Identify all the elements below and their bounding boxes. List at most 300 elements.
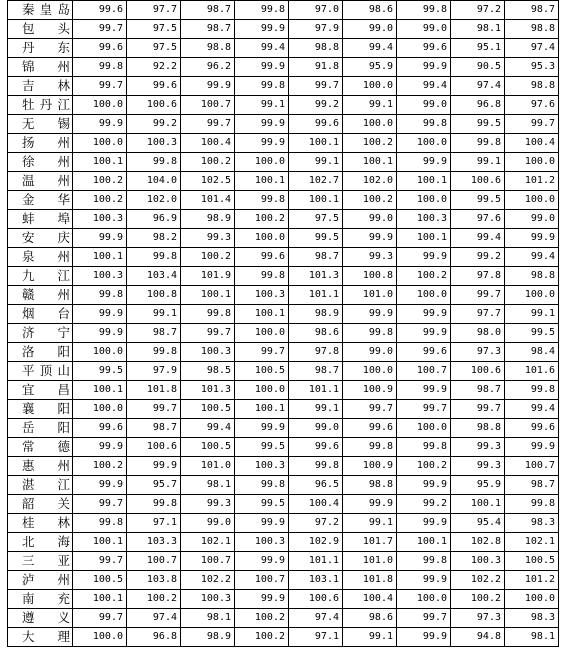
index-value-cell: 99.9 (397, 305, 451, 324)
index-value-cell: 100.1 (235, 172, 289, 191)
index-value-cell: 99.9 (127, 457, 181, 476)
index-value-cell: 101.0 (181, 457, 235, 476)
city-name-cell (8, 590, 73, 609)
index-value-cell: 102.9 (289, 533, 343, 552)
index-value-cell: 97.6 (451, 210, 505, 229)
index-value-cell: 99.2 (289, 96, 343, 115)
index-value-cell: 99.8 (73, 58, 127, 77)
city-name-cell (8, 248, 73, 267)
index-value-cell: 100.0 (73, 134, 127, 153)
table-row (8, 590, 559, 609)
table-row (8, 381, 559, 400)
index-value-cell: 100.5 (73, 571, 127, 590)
index-value-cell: 100.3 (73, 267, 127, 286)
index-value-cell: 102.8 (451, 533, 505, 552)
index-value-cell: 97.5 (127, 20, 181, 39)
city-name-cell (8, 58, 73, 77)
city-name-cell (8, 514, 73, 533)
city-name-cell (8, 419, 73, 438)
city-name: 锦 州 (22, 59, 70, 74)
city-name: 九 江 (22, 268, 70, 283)
index-value-cell: 99.9 (235, 115, 289, 134)
index-value-cell: 99.7 (289, 77, 343, 96)
city-name: 洛 阳 (22, 344, 70, 359)
index-value-cell: 99.8 (505, 495, 559, 514)
index-value-cell: 90.5 (451, 58, 505, 77)
table-row (8, 533, 559, 552)
index-value-cell: 99.6 (73, 1, 127, 20)
index-value-cell: 99.6 (289, 438, 343, 457)
index-value-cell: 98.1 (181, 476, 235, 495)
index-value-cell: 100.0 (73, 400, 127, 419)
index-value-cell: 101.2 (505, 172, 559, 191)
index-value-cell: 99.4 (235, 39, 289, 58)
table-row (8, 267, 559, 286)
index-value-cell: 100.3 (235, 533, 289, 552)
index-value-cell: 100.8 (127, 286, 181, 305)
index-value-cell: 95.3 (505, 58, 559, 77)
index-value-cell: 97.1 (127, 514, 181, 533)
city-name: 岳 阳 (22, 420, 70, 435)
index-value-cell: 100.0 (73, 96, 127, 115)
index-value-cell: 100.3 (181, 343, 235, 362)
index-value-cell: 99.3 (451, 457, 505, 476)
index-value-cell: 99.8 (73, 286, 127, 305)
index-value-cell: 99.7 (73, 609, 127, 628)
index-value-cell: 99.0 (343, 343, 397, 362)
city-name: 扬 州 (22, 135, 70, 150)
index-value-cell: 99.8 (397, 115, 451, 134)
index-value-cell: 95.1 (451, 39, 505, 58)
index-value-cell: 97.1 (289, 628, 343, 647)
index-value-cell: 100.1 (73, 248, 127, 267)
table-row (8, 400, 559, 419)
index-value-cell: 98.8 (451, 419, 505, 438)
index-value-cell: 100.1 (397, 229, 451, 248)
index-value-cell: 100.7 (127, 552, 181, 571)
index-value-cell: 102.2 (451, 571, 505, 590)
index-value-cell: 100.2 (235, 609, 289, 628)
city-name-cell (8, 286, 73, 305)
index-value-cell: 103.4 (127, 267, 181, 286)
index-value-cell: 95.9 (451, 476, 505, 495)
index-value-cell: 98.8 (343, 476, 397, 495)
city-name-cell (8, 153, 73, 172)
index-value-cell: 99.8 (235, 267, 289, 286)
index-value-cell: 99.7 (397, 609, 451, 628)
index-value-cell: 99.6 (505, 419, 559, 438)
index-value-cell: 101.0 (343, 286, 397, 305)
index-value-cell: 99.1 (343, 628, 397, 647)
index-value-cell: 99.7 (73, 495, 127, 514)
index-value-cell: 100.0 (397, 590, 451, 609)
index-value-cell: 99.9 (397, 628, 451, 647)
index-value-cell: 100.1 (181, 286, 235, 305)
index-value-cell: 99.6 (127, 77, 181, 96)
index-value-cell: 99.1 (289, 400, 343, 419)
city-name: 赣 州 (22, 287, 70, 302)
table-body (8, 1, 559, 647)
index-value-cell: 99.6 (397, 39, 451, 58)
city-name: 泸 州 (22, 572, 70, 587)
index-value-cell: 96.2 (181, 58, 235, 77)
index-value-cell: 98.8 (505, 20, 559, 39)
city-name-cell (8, 20, 73, 39)
index-value-cell: 99.7 (505, 115, 559, 134)
index-value-cell: 101.3 (289, 267, 343, 286)
index-value-cell: 97.4 (127, 609, 181, 628)
index-value-cell: 101.1 (289, 286, 343, 305)
index-value-cell: 100.9 (343, 457, 397, 476)
index-value-cell: 102.1 (181, 533, 235, 552)
index-value-cell: 99.7 (235, 343, 289, 362)
index-value-cell: 95.7 (127, 476, 181, 495)
index-value-cell: 100.2 (235, 628, 289, 647)
city-name-cell (8, 495, 73, 514)
index-value-cell: 99.3 (343, 248, 397, 267)
table-row (8, 305, 559, 324)
index-value-cell: 99.7 (451, 400, 505, 419)
index-value-cell: 99.3 (181, 229, 235, 248)
table-row (8, 476, 559, 495)
index-value-cell: 100.6 (451, 362, 505, 381)
index-value-cell: 97.5 (289, 210, 343, 229)
city-name-cell (8, 533, 73, 552)
index-value-cell: 99.5 (73, 362, 127, 381)
index-value-cell: 100.1 (73, 590, 127, 609)
index-value-cell: 99.2 (127, 115, 181, 134)
index-value-cell: 99.4 (397, 77, 451, 96)
table-row (8, 248, 559, 267)
index-value-cell: 99.1 (235, 96, 289, 115)
index-value-cell: 98.7 (289, 248, 343, 267)
index-value-cell: 99.7 (181, 324, 235, 343)
index-value-cell: 99.9 (397, 381, 451, 400)
index-value-cell: 97.6 (505, 96, 559, 115)
index-value-cell: 98.1 (181, 609, 235, 628)
city-name-cell (8, 115, 73, 134)
city-name-cell (8, 571, 73, 590)
index-value-cell: 99.9 (343, 229, 397, 248)
city-name: 平 顶 山 (22, 363, 70, 378)
index-value-cell: 97.4 (451, 77, 505, 96)
index-value-cell: 100.1 (397, 172, 451, 191)
index-value-cell: 100.1 (73, 381, 127, 400)
index-value-cell: 100.7 (181, 96, 235, 115)
index-value-cell: 98.7 (451, 381, 505, 400)
index-value-cell: 99.9 (73, 229, 127, 248)
index-value-cell: 100.1 (289, 191, 343, 210)
index-value-cell: 100.7 (397, 362, 451, 381)
table-row (8, 419, 559, 438)
index-value-cell: 100.3 (181, 590, 235, 609)
index-value-cell: 100.2 (343, 134, 397, 153)
index-value-cell: 98.4 (505, 343, 559, 362)
index-value-cell: 99.5 (451, 191, 505, 210)
index-value-cell: 100.0 (235, 153, 289, 172)
index-value-cell: 100.6 (127, 96, 181, 115)
index-value-cell: 101.3 (181, 381, 235, 400)
index-value-cell: 100.2 (73, 191, 127, 210)
index-value-cell: 100.0 (343, 115, 397, 134)
index-value-cell: 100.5 (181, 438, 235, 457)
index-value-cell: 99.3 (181, 495, 235, 514)
index-value-cell: 100.5 (181, 400, 235, 419)
index-value-cell: 100.0 (397, 286, 451, 305)
index-value-cell: 99.5 (289, 229, 343, 248)
index-value-cell: 98.9 (181, 628, 235, 647)
index-value-cell: 99.6 (235, 248, 289, 267)
index-value-cell: 99.5 (505, 324, 559, 343)
index-value-cell: 98.7 (127, 324, 181, 343)
index-value-cell: 99.6 (73, 419, 127, 438)
table-row (8, 1, 559, 20)
index-value-cell: 96.9 (127, 210, 181, 229)
index-value-cell: 99.9 (235, 419, 289, 438)
city-name-cell (8, 39, 73, 58)
index-value-cell: 98.9 (181, 210, 235, 229)
index-value-cell: 99.8 (235, 476, 289, 495)
index-value-cell: 94.8 (451, 628, 505, 647)
index-value-cell: 99.9 (235, 58, 289, 77)
city-name: 遵 义 (22, 610, 70, 625)
index-value-cell: 98.7 (505, 1, 559, 20)
index-value-cell: 97.7 (451, 305, 505, 324)
index-value-cell: 99.9 (397, 58, 451, 77)
index-value-cell: 100.3 (451, 552, 505, 571)
city-name: 济 宁 (22, 325, 70, 340)
index-value-cell: 98.7 (505, 476, 559, 495)
table-row (8, 628, 559, 647)
index-value-cell: 98.5 (181, 362, 235, 381)
index-value-cell: 100.0 (505, 590, 559, 609)
index-value-cell: 98.8 (505, 77, 559, 96)
index-value-cell: 100.0 (505, 191, 559, 210)
table-row (8, 286, 559, 305)
city-name-cell (8, 96, 73, 115)
table-row (8, 343, 559, 362)
index-value-cell: 99.4 (343, 39, 397, 58)
index-value-cell: 99.7 (73, 552, 127, 571)
city-name-cell (8, 305, 73, 324)
index-value-cell: 97.9 (289, 20, 343, 39)
city-name-cell (8, 77, 73, 96)
index-value-cell: 97.3 (451, 343, 505, 362)
city-name-cell (8, 628, 73, 647)
table-row (8, 96, 559, 115)
city-name: 惠 州 (22, 458, 70, 473)
index-value-cell: 98.1 (451, 20, 505, 39)
index-value-cell: 99.8 (181, 305, 235, 324)
index-value-cell: 98.6 (343, 1, 397, 20)
index-value-cell: 99.9 (181, 77, 235, 96)
index-value-cell: 99.1 (451, 153, 505, 172)
index-value-cell: 99.7 (451, 286, 505, 305)
city-name: 桂 林 (22, 515, 70, 530)
index-value-cell: 99.7 (73, 20, 127, 39)
table-row (8, 552, 559, 571)
index-value-cell: 99.9 (505, 438, 559, 457)
index-value-cell: 99.6 (73, 39, 127, 58)
index-value-cell: 100.9 (343, 381, 397, 400)
index-value-cell: 98.8 (289, 39, 343, 58)
city-name-cell (8, 172, 73, 191)
index-value-cell: 101.2 (505, 571, 559, 590)
index-value-cell: 101.6 (505, 362, 559, 381)
city-name-cell (8, 476, 73, 495)
index-value-cell: 100.6 (289, 590, 343, 609)
city-name: 徐 州 (22, 154, 70, 169)
index-value-cell: 99.8 (397, 1, 451, 20)
index-value-cell: 99.0 (505, 210, 559, 229)
index-value-cell: 100.6 (127, 438, 181, 457)
city-name: 大 理 (22, 629, 70, 644)
index-value-cell: 101.1 (289, 381, 343, 400)
index-value-cell: 100.7 (181, 552, 235, 571)
city-name-cell (8, 210, 73, 229)
index-value-cell: 97.4 (505, 39, 559, 58)
index-value-cell: 99.9 (397, 514, 451, 533)
index-value-cell: 100.3 (235, 286, 289, 305)
city-name-cell (8, 400, 73, 419)
index-value-cell: 99.8 (127, 343, 181, 362)
index-value-cell: 97.5 (127, 39, 181, 58)
index-value-cell: 100.0 (343, 77, 397, 96)
index-value-cell: 100.2 (451, 590, 505, 609)
index-value-cell: 101.0 (343, 552, 397, 571)
index-value-cell: 98.9 (289, 305, 343, 324)
index-value-cell: 98.6 (289, 324, 343, 343)
city-name: 蚌 埠 (22, 211, 70, 226)
index-value-cell: 99.1 (289, 153, 343, 172)
price-index-table (7, 0, 559, 647)
index-value-cell: 99.2 (397, 495, 451, 514)
index-value-cell: 99.9 (235, 590, 289, 609)
city-name: 丹 东 (22, 40, 70, 55)
index-value-cell: 100.4 (505, 134, 559, 153)
city-name-cell (8, 381, 73, 400)
table-row (8, 438, 559, 457)
index-value-cell: 104.0 (127, 172, 181, 191)
index-value-cell: 98.2 (127, 229, 181, 248)
index-value-cell: 99.3 (451, 438, 505, 457)
index-value-cell: 100.2 (181, 248, 235, 267)
index-value-cell: 100.8 (343, 267, 397, 286)
index-value-cell: 100.3 (127, 134, 181, 153)
index-value-cell: 98.7 (127, 419, 181, 438)
index-value-cell: 100.2 (343, 191, 397, 210)
index-value-cell: 102.0 (343, 172, 397, 191)
index-value-cell: 99.8 (235, 77, 289, 96)
index-value-cell: 100.0 (397, 419, 451, 438)
index-value-cell: 99.9 (73, 324, 127, 343)
index-value-cell: 100.0 (73, 343, 127, 362)
city-name: 安 庆 (22, 230, 70, 245)
index-value-cell: 95.4 (451, 514, 505, 533)
table-row (8, 115, 559, 134)
index-value-cell: 99.9 (505, 229, 559, 248)
index-value-cell: 100.0 (73, 628, 127, 647)
index-value-cell: 99.0 (343, 20, 397, 39)
index-value-cell: 99.8 (397, 438, 451, 457)
index-value-cell: 99.9 (73, 476, 127, 495)
index-value-cell: 100.2 (181, 153, 235, 172)
table-row (8, 229, 559, 248)
index-value-cell: 100.2 (397, 267, 451, 286)
index-value-cell: 99.1 (343, 514, 397, 533)
index-value-cell: 98.7 (289, 362, 343, 381)
city-name: 泉 州 (22, 249, 70, 264)
index-value-cell: 100.4 (289, 495, 343, 514)
table-row (8, 20, 559, 39)
index-value-cell: 99.4 (505, 248, 559, 267)
index-value-cell: 102.1 (505, 533, 559, 552)
city-name-cell (8, 134, 73, 153)
city-name-cell (8, 552, 73, 571)
index-value-cell: 99.4 (505, 400, 559, 419)
table-row (8, 571, 559, 590)
index-value-cell: 100.0 (343, 362, 397, 381)
index-value-cell: 99.7 (343, 400, 397, 419)
index-value-cell: 101.1 (289, 552, 343, 571)
index-value-cell: 97.7 (127, 1, 181, 20)
index-value-cell: 99.8 (127, 495, 181, 514)
index-value-cell: 103.1 (289, 571, 343, 590)
index-value-cell: 98.3 (505, 609, 559, 628)
index-value-cell: 100.5 (505, 552, 559, 571)
index-value-cell: 97.8 (289, 343, 343, 362)
index-value-cell: 102.7 (289, 172, 343, 191)
index-value-cell: 92.2 (127, 58, 181, 77)
index-value-cell: 100.1 (451, 495, 505, 514)
index-value-cell: 97.3 (451, 609, 505, 628)
city-name: 牡 丹 江 (22, 97, 70, 112)
table-row (8, 609, 559, 628)
index-value-cell: 98.7 (181, 1, 235, 20)
index-value-cell: 99.9 (73, 115, 127, 134)
index-value-cell: 100.1 (343, 153, 397, 172)
index-value-cell: 96.8 (127, 628, 181, 647)
index-value-cell: 100.2 (73, 172, 127, 191)
index-value-cell: 99.4 (451, 229, 505, 248)
index-value-cell: 100.1 (73, 533, 127, 552)
index-value-cell: 99.9 (73, 438, 127, 457)
city-name: 无 锡 (22, 116, 70, 131)
index-value-cell: 100.1 (397, 533, 451, 552)
index-value-cell: 99.9 (235, 552, 289, 571)
index-value-cell: 99.1 (127, 305, 181, 324)
city-name: 北 海 (22, 534, 70, 549)
index-value-cell: 99.9 (235, 514, 289, 533)
index-value-cell: 100.0 (397, 134, 451, 153)
index-value-cell: 100.1 (235, 305, 289, 324)
index-value-cell: 100.0 (235, 324, 289, 343)
index-value-cell: 99.8 (451, 134, 505, 153)
index-value-cell: 101.8 (127, 381, 181, 400)
city-name-cell (8, 1, 73, 20)
index-value-cell: 97.2 (289, 514, 343, 533)
table-row (8, 58, 559, 77)
city-name-cell (8, 267, 73, 286)
table-row (8, 362, 559, 381)
index-value-cell: 99.0 (343, 210, 397, 229)
index-value-cell: 100.0 (235, 229, 289, 248)
index-value-cell: 100.3 (235, 457, 289, 476)
city-name: 秦 皇 岛 (22, 2, 70, 17)
index-value-cell: 99.2 (451, 248, 505, 267)
index-value-cell: 101.4 (181, 191, 235, 210)
index-value-cell: 99.7 (181, 115, 235, 134)
